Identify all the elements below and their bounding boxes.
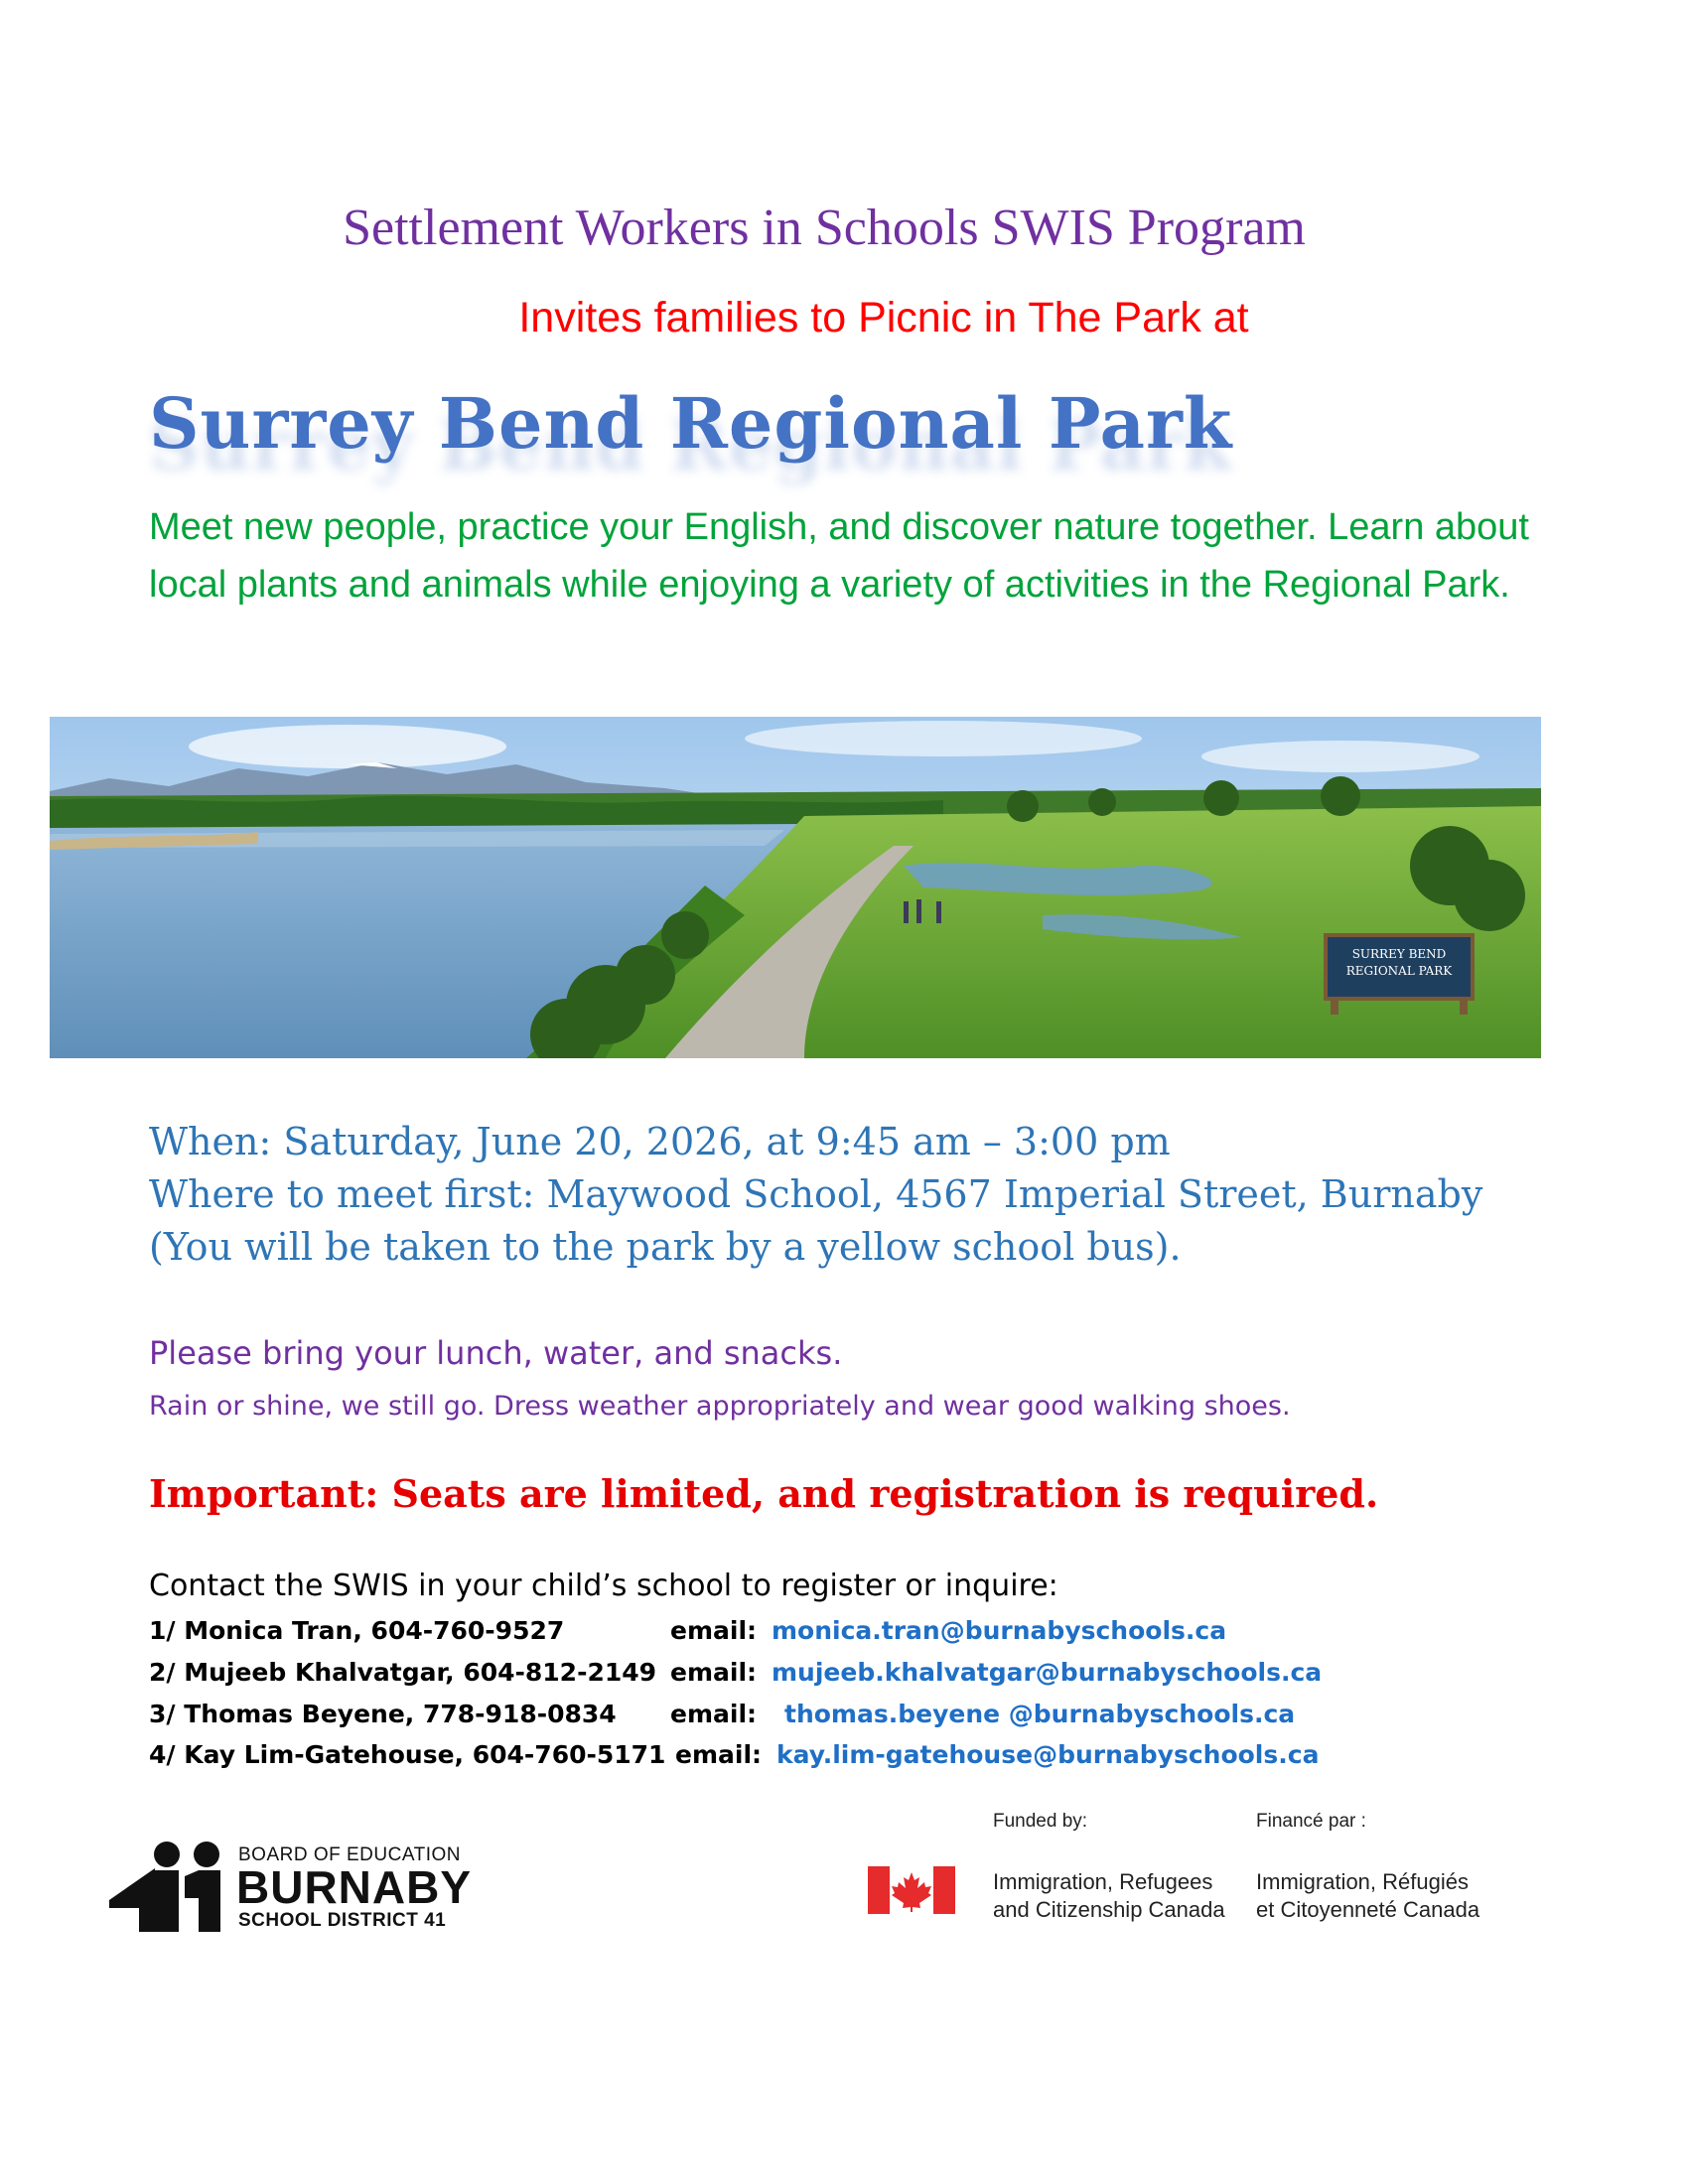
email-link[interactable]: monica.tran@burnabyschools.ca — [772, 1616, 1227, 1645]
family-figures-icon — [109, 1839, 238, 1938]
email-link[interactable]: mujeeb.khalvatgar@burnabyschools.ca — [772, 1658, 1323, 1687]
email-label: email: — [670, 1658, 758, 1687]
department-en-line-1: Immigration, Refugees — [993, 1869, 1213, 1894]
park-photo — [50, 717, 1541, 1058]
department-name-english — [993, 1868, 1225, 1924]
department-name-french — [1256, 1868, 1479, 1924]
invite-line: Invites families to Picnic in The Park at — [518, 294, 1249, 341]
contact-person: 4/ Kay Lim-Gatehouse, 604-760-5171 — [149, 1740, 666, 1769]
event-when: When: Saturday, June 20, 2026, at 9:45 am – 3:00 pm — [149, 1120, 1171, 1163]
contact-person: 3/ Thomas Beyene, 778-918-0834 — [149, 1700, 617, 1728]
bring-note: Please bring your lunch, water, and snacks. — [149, 1334, 843, 1372]
event-bus-note: (You will be taken to the park by a yellow school bus). — [149, 1225, 1182, 1269]
email-label: email: — [675, 1740, 763, 1769]
sign-line-2: REGIONAL PARK — [1345, 964, 1453, 978]
department-fr-line-1: Immigration, Réfugiés — [1256, 1869, 1469, 1894]
contact-person: 2/ Mujeeb Khalvatgar, 604-812-2149 — [149, 1658, 657, 1687]
contact-intro: Contact the SWIS in your child’s school to register or inquire: — [149, 1569, 1058, 1603]
logo-line-district: SCHOOL DISTRICT 41 — [238, 1910, 447, 1931]
logo-line-board: BOARD OF EDUCATION — [238, 1844, 461, 1865]
important-notice: Important: Seats are limited, and registration is required. — [149, 1471, 1379, 1516]
email-link[interactable]: kay.lim-gatehouse@burnabyschools.ca — [776, 1740, 1320, 1769]
weather-note: Rain or shine, we still go. Dress weather appropriately and wear good walking shoes. — [149, 1391, 1291, 1422]
email-label: email: — [670, 1700, 758, 1728]
sign-line-1: SURREY BEND — [1351, 947, 1447, 961]
email-label: email: — [670, 1616, 758, 1645]
department-en-line-2: and Citizenship Canada — [993, 1897, 1225, 1922]
contact-person: 1/ Monica Tran, 604-760-9527 — [149, 1616, 565, 1645]
program-title: Settlement Workers in Schools SWIS Program — [343, 200, 1306, 256]
logo-line-burnaby: BURNABY — [236, 1861, 472, 1913]
funded-by-label: Funded by: — [993, 1811, 1088, 1832]
park-name-heading: Surrey Bend Regional Park — [149, 382, 1233, 465]
canada-flag-icon — [868, 1866, 955, 1914]
finance-par-label: Financé par : — [1256, 1811, 1366, 1832]
email-link[interactable]: thomas.beyene @burnabyschools.ca — [784, 1700, 1296, 1728]
intro-paragraph: Meet new people, practice your English, and discover nature together. Learn about local plants and animals while enjoying a variety of activities in the Regional Park. — [149, 506, 1529, 606]
department-fr-line-2: et Citoyenneté Canada — [1256, 1897, 1480, 1922]
event-where: Where to meet first: Maywood School, 4567 Imperial Street, Burnaby — [149, 1172, 1483, 1216]
